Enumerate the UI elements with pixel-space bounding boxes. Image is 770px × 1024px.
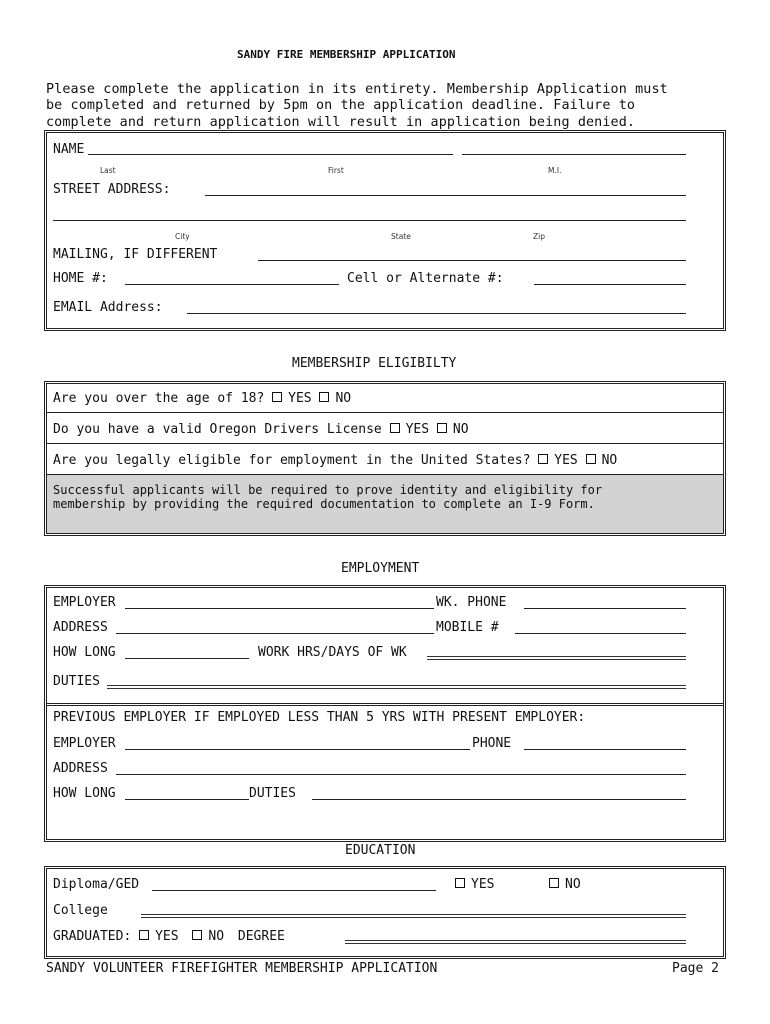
graduated-yes-label: YES [155,929,179,944]
prev-employer-label: EMPLOYER [53,736,116,751]
street-address-label: STREET ADDRESS: [53,182,171,197]
i9-note-line-1: Successful applicants will be required to prove identity and eligibility for [53,483,603,497]
diploma-field[interactable] [152,890,436,891]
license-yes-label: YES [405,422,430,437]
employer-field[interactable] [125,608,434,609]
city-caption: City [175,232,190,241]
eligible-no-label: NO [601,453,618,468]
home-phone-field[interactable] [125,284,339,285]
state-caption: State [391,232,411,241]
divider [47,703,723,706]
prev-address-field[interactable] [116,774,686,775]
prev-phone-field[interactable] [524,749,686,750]
age-question [53,391,351,406]
diploma-yes-option [455,877,494,892]
college-field[interactable] [141,914,686,918]
eligible-no-checkbox[interactable] [586,454,596,464]
work-hrs-field[interactable] [427,656,686,660]
diploma-no-option [549,877,581,892]
prev-how-long-label: HOW LONG [53,786,116,801]
prev-duties-field[interactable] [312,799,686,800]
education-box [44,866,726,959]
age-no-label: NO [335,391,352,406]
duties-field[interactable] [107,685,686,689]
degree-label: DEGREE [237,929,285,944]
how-long-label: HOW LONG [53,645,116,660]
intro-line-2: be completed and returned by 5pm on the application deadline. Failure to [46,98,636,113]
employment-eligibility-question [53,453,617,468]
intro-line-3: complete and return application will result in application being denied. [46,115,636,130]
cell-phone-field[interactable] [534,284,686,285]
employer-address-field[interactable] [116,633,434,634]
name-mi-field[interactable] [462,154,686,155]
graduated-no-label: NO [208,929,225,944]
age-yes-checkbox[interactable] [272,392,282,402]
mobile-label: MOBILE # [436,620,499,635]
prev-address-label: ADDRESS [53,761,108,776]
employer-label: EMPLOYER [53,595,116,610]
eligible-yes-label: YES [554,453,578,468]
cell-phone-label: Cell or Alternate #: [347,271,504,286]
how-long-field[interactable] [125,658,249,659]
education-heading: EDUCATION [345,843,416,858]
mi-caption: M.I. [548,166,562,175]
graduated-row [53,929,285,944]
page-number: Page 2 [672,961,719,976]
age-yes-label: YES [288,391,312,406]
divider [47,443,723,444]
wk-phone-field[interactable] [524,608,686,609]
wk-phone-label: WK. PHONE [436,595,507,610]
prev-employer-field[interactable] [125,749,470,750]
graduated-label: GRADUATED: [53,929,132,944]
employment-heading: EMPLOYMENT [341,561,420,576]
i9-note-line-2: membership by providing the required documentation to complete an I-9 Form. [53,497,595,511]
prev-duties-label: DUTIES [249,786,296,801]
eligible-yes-checkbox[interactable] [538,454,548,464]
diploma-yes-checkbox[interactable] [455,878,465,888]
page-title: SANDY FIRE MEMBERSHIP APPLICATION [237,48,456,61]
license-yes-checkbox[interactable] [390,423,400,433]
employment-eligibility-text: Are you legally eligible for employment in the United States? [53,453,531,468]
home-phone-label: HOME #: [53,271,108,286]
last-caption: Last [100,166,116,175]
age-question-text: Are you over the age of 18? [53,391,265,406]
zip-caption: Zip [533,232,545,241]
graduated-no-checkbox[interactable] [192,930,202,940]
email-field[interactable] [187,313,686,314]
name-label: NAME [53,142,85,157]
license-no-checkbox[interactable] [437,423,447,433]
diploma-no-checkbox[interactable] [549,878,559,888]
work-hrs-label: WORK HRS/DAYS OF WK [258,645,407,660]
duties-label: DUTIES [53,674,100,689]
mailing-label: MAILING, IF DIFFERENT [53,247,218,262]
divider [47,412,723,413]
street-address-field[interactable] [205,195,686,196]
prev-phone-label: PHONE [472,736,512,751]
license-no-label: NO [452,422,469,437]
mobile-field[interactable] [515,633,686,634]
college-label: College [53,903,108,918]
diploma-no-label: NO [565,877,581,892]
age-no-checkbox[interactable] [319,392,329,402]
mailing-address-field[interactable] [258,260,686,261]
diploma-label: Diploma/GED [53,877,140,892]
previous-employer-heading: PREVIOUS EMPLOYER IF EMPLOYED LESS THAN 5 YRS WITH PRESENT EMPLOYER: [53,710,586,725]
intro-line-1: Please complete the application in its entirety. Membership Application must [46,82,668,97]
city-state-zip-field[interactable] [53,220,686,221]
name-last-first-field[interactable] [88,154,453,155]
graduated-yes-checkbox[interactable] [139,930,149,940]
eligibility-heading: MEMBERSHIP ELIGIBILTY [292,356,457,371]
degree-field[interactable] [345,940,686,944]
first-caption: First [328,166,344,175]
license-question-text: Do you have a valid Oregon Drivers License [53,422,382,437]
address-label: ADDRESS [53,620,108,635]
footer-title: SANDY VOLUNTEER FIREFIGHTER MEMBERSHIP APPLICATION [46,961,438,976]
email-label: EMAIL Address: [53,300,163,315]
license-question [53,422,469,437]
prev-how-long-field[interactable] [125,799,249,800]
diploma-yes-label: YES [471,877,495,892]
